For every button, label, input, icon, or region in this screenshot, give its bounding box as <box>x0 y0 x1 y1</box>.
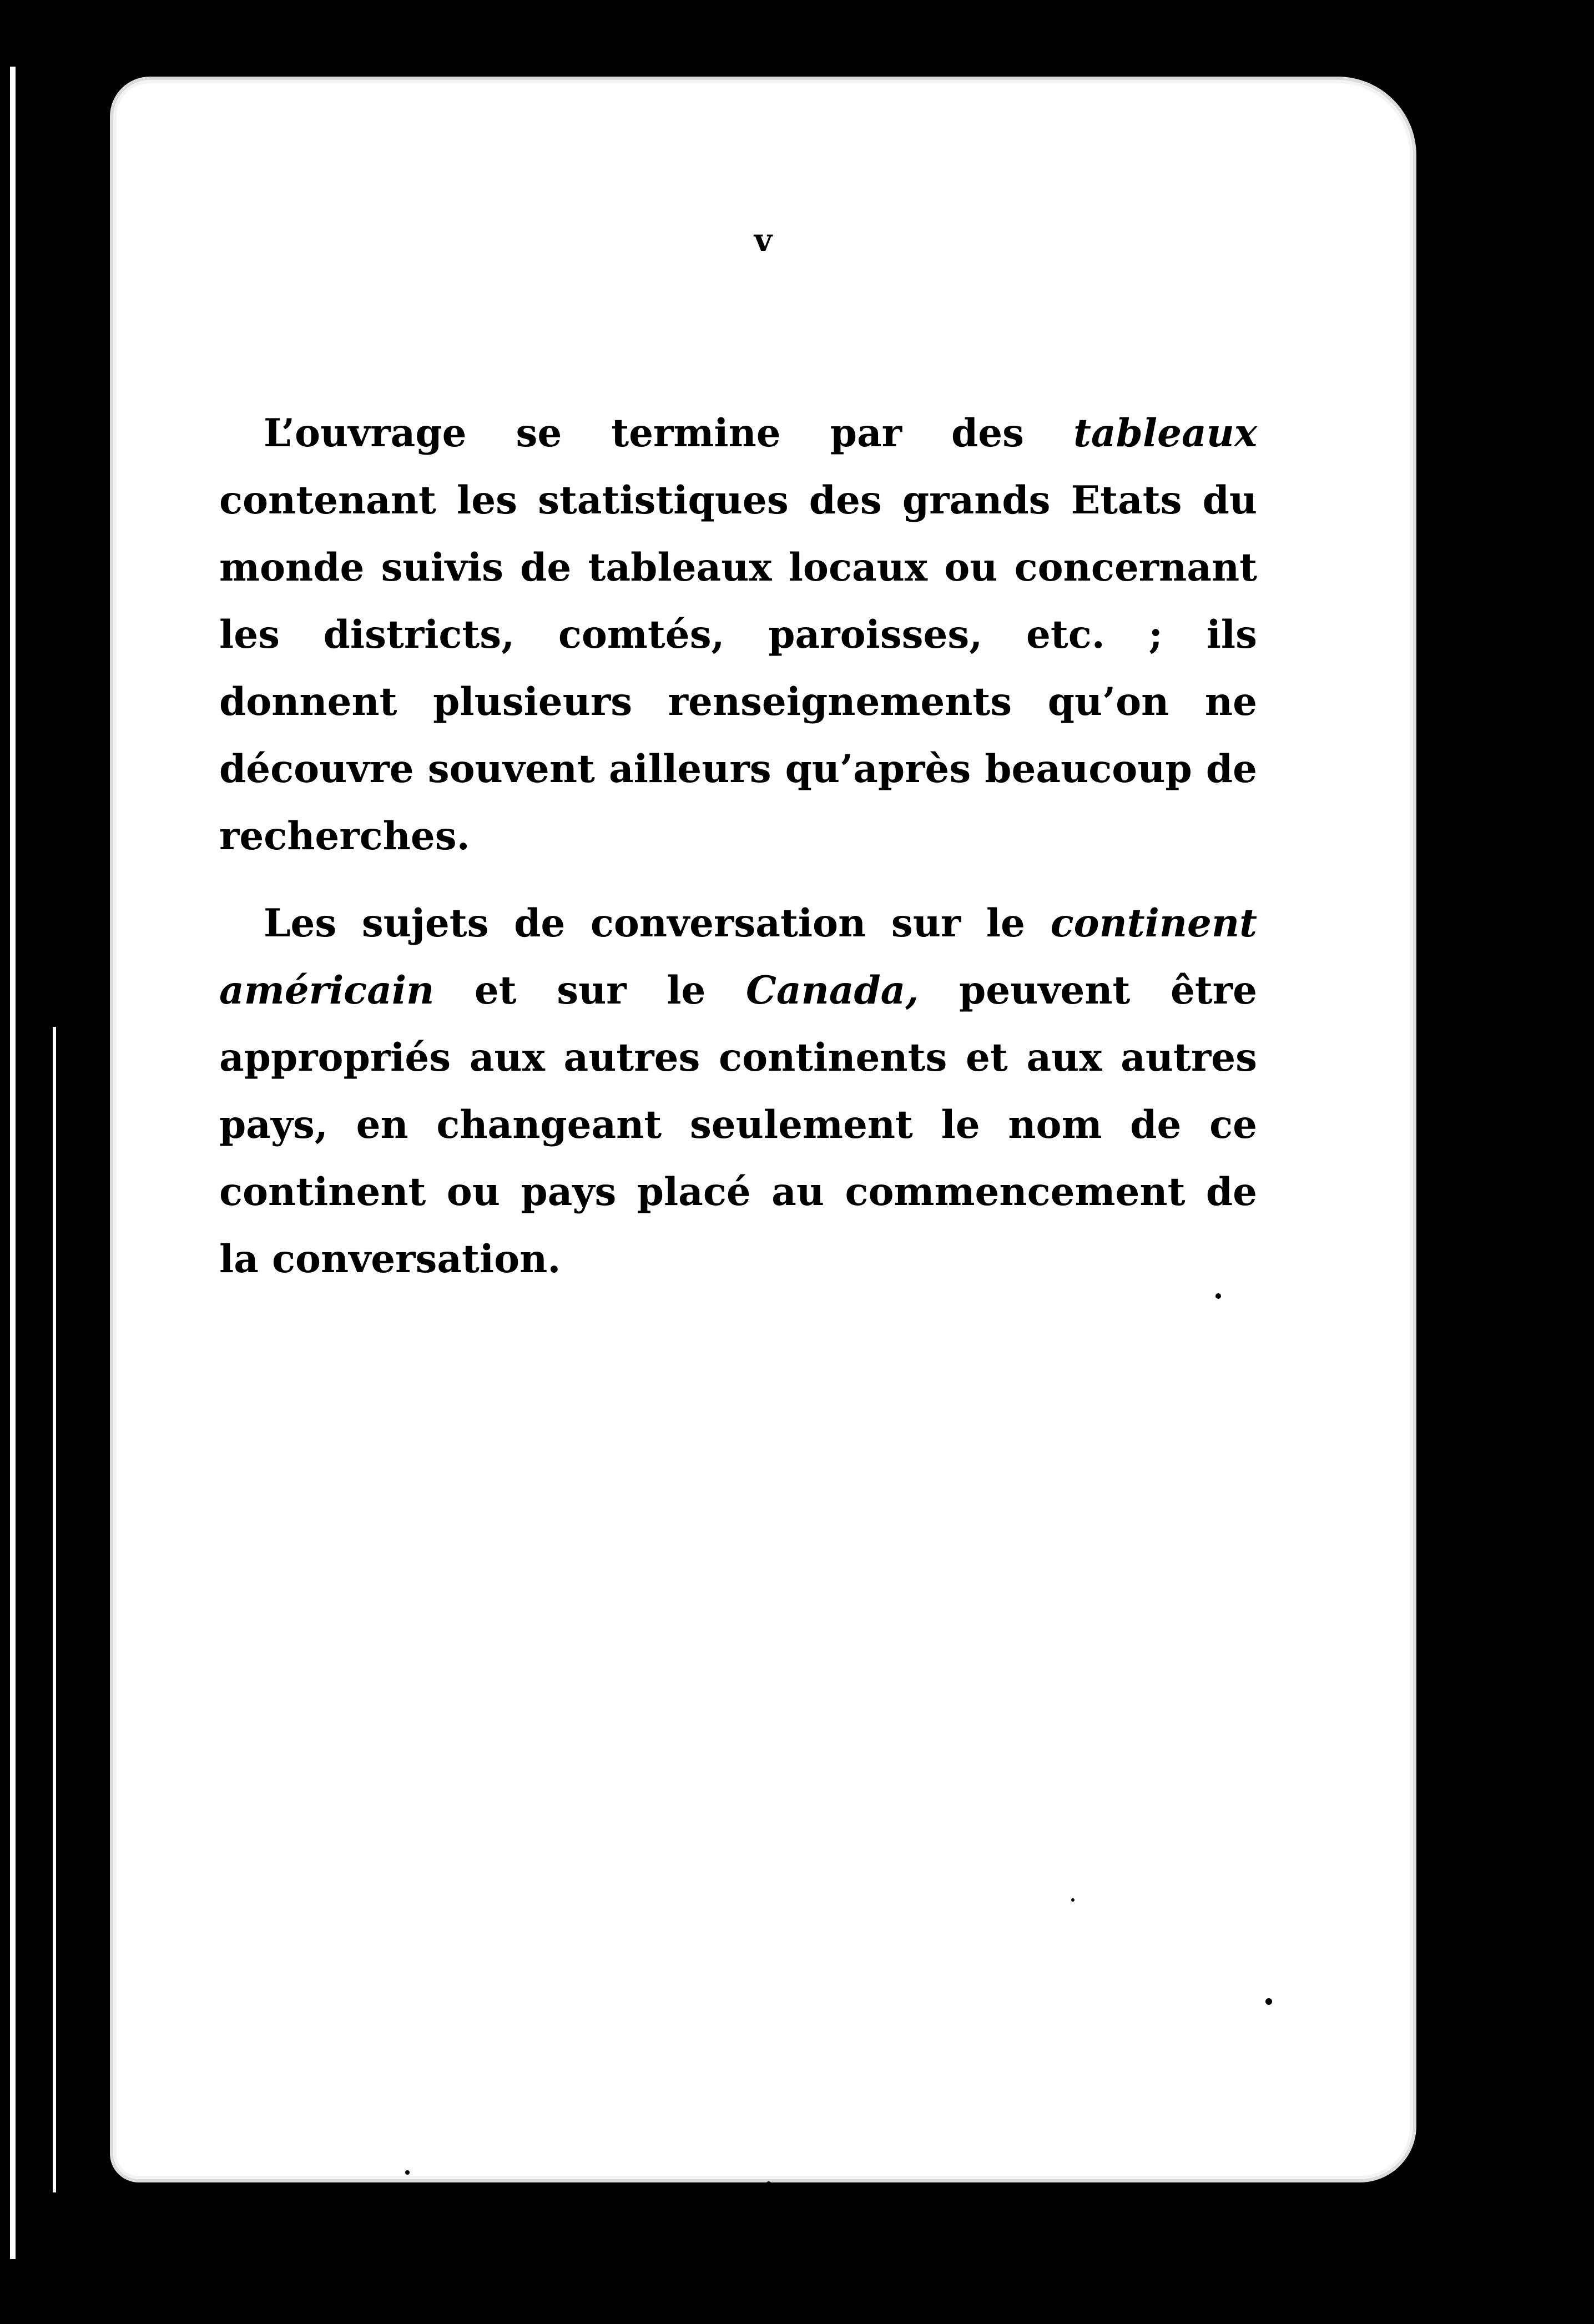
paragraph-1-italic-tableaux: tableaux <box>1073 411 1257 456</box>
scan-speck <box>766 2181 771 2187</box>
paragraph-1-part-3: contenant les statistiques des grands Etats du monde suivis de tableaux locaux ou concernant les districts, comtés, paroisses, etc. ; ils donnent plusieurs renseignements qu’on ne découvre souvent ailleurs qu’après beaucoup de recherches. <box>219 478 1257 859</box>
scan-speck <box>405 2170 410 2175</box>
paragraph-2-part-5: peuvent être appropriés aux autres continents et aux autres pays, en changeant seulement le nom de ce continent ou pays placé au commencement de la conversation. <box>219 968 1257 1282</box>
paragraph-2-italic-canada: Canada, <box>745 968 919 1013</box>
body-text <box>219 400 1257 1293</box>
spine-edge-line <box>10 67 16 2259</box>
paragraph-1-part-1: L’ouvrage se termine par des <box>264 411 1074 456</box>
spine-inner-line <box>53 1027 56 2192</box>
scan-speck <box>1265 1998 1272 2005</box>
book-spine <box>0 0 117 2324</box>
scan-speck <box>1071 1898 1075 1902</box>
book-page <box>117 83 1410 2176</box>
scan-speck <box>1215 1293 1221 1299</box>
paragraph-2-part-3: et sur le <box>434 968 746 1013</box>
paragraph-2 <box>219 890 1257 1293</box>
page-number: v <box>754 222 773 259</box>
paragraph-2-italic-continent: continent américain <box>219 901 1257 1013</box>
paragraph-2-part-1: Les sujets de conversation sur le <box>264 901 1051 946</box>
paragraph-1 <box>219 400 1257 870</box>
